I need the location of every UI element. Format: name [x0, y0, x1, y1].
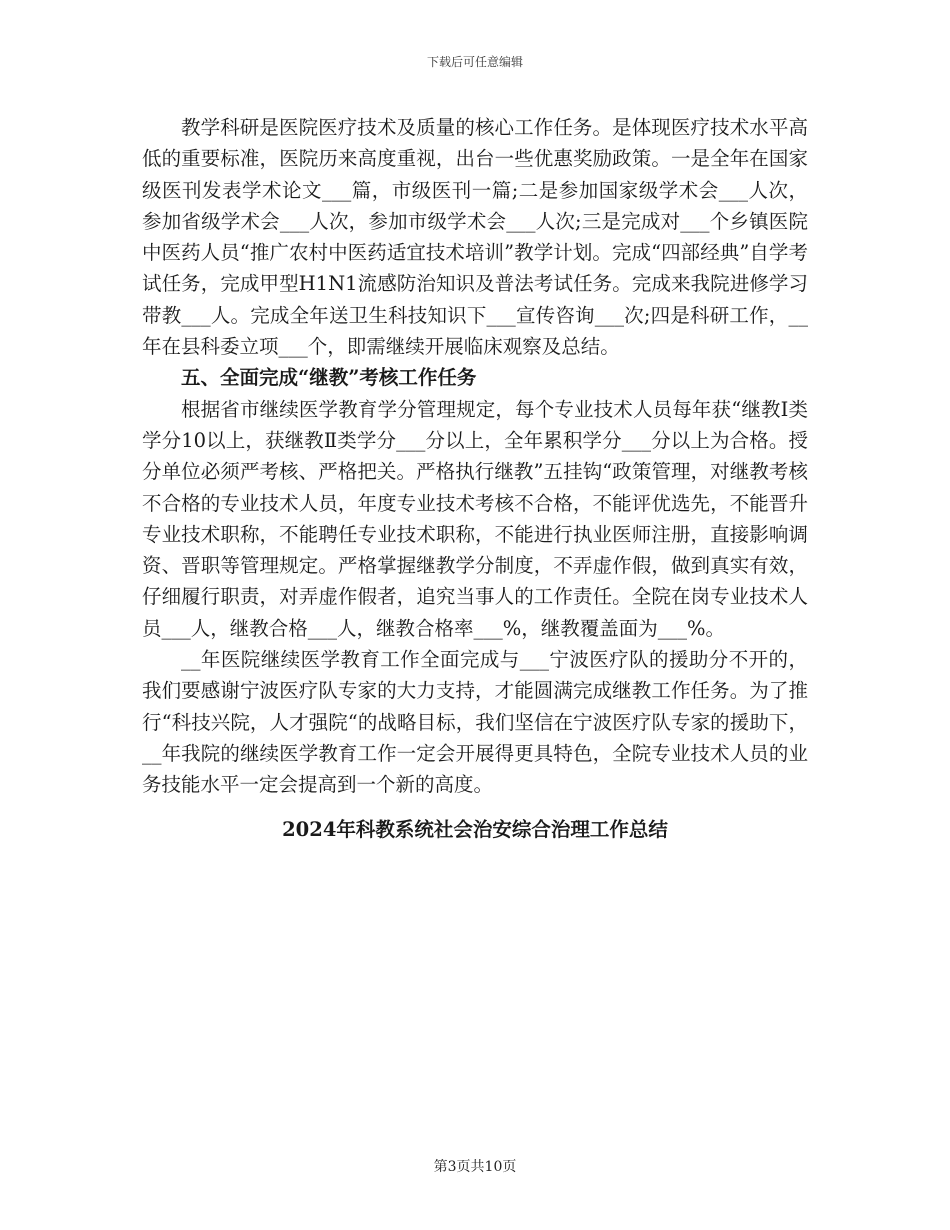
paragraph-ningbo-support: __年医院继续医学教育工作全面完成与___宁波医疗队的援助分不开的，我们要感谢宁波医疗队专家的大力支持，才能圆满完成继教工作任务。为了推行“科技兴院，人才强院“的战略目标，我们坚信在宁波医疗队专家的援助下，__年我院的继续医学教育工作一定会开展得更具特色，全院专业技术人员的业务技能水平一定会提高到一个新的高度。 [142, 648, 808, 797]
paragraph-continuing-education: 根据省市继续医学教育学分管理规定，每个专业技术人员每年获“继教Ⅰ类学分10以上，获继教Ⅱ类学分___分以上，全年累积学分___分以上为合格。授分单位必须严考核、严格把关。严格执行继教”五挂钩“政策管理，对继教考核不合格的专业技术人员，年度专业技术考核不合格，不能评优选先，不能晋升专业技术职称，不能聘任专业技术职称，不能进行执业医师注册，直接影响调资、晋职等管理规定。严格掌握继教学分制度，不弄虚作假，做到真实有效，仔细履行职责，对弄虚作假者，追究当事人的工作责任。全院在岗专业技术人员___人，继教合格___人，继教合格率___%，继教覆盖面为___%。 [142, 397, 808, 640]
section-heading-5: 五、全面完成“继教”考核工作任务 [181, 366, 477, 390]
document-body [142, 112, 808, 845]
page-header-note: 下载后可任意编辑 [426, 55, 523, 69]
next-document-title: 2024年科教系统社会治安综合治理工作总结 [282, 817, 668, 841]
paragraph-teaching-research: 教学科研是医院医疗技术及质量的核心工作任务。是体现医疗技术水平高低的重要标准，医院历来高度重视，出台一些优惠奖励政策。一是全年在国家级医刊发表学术论文___篇，市级医刊一篇;二是参加国家级学术会___人次，参加省级学术会___人次，参加市级学术会___人次;三是完成对___个乡镇医院中医药人员“推广农村中医药适宜技术培训”教学计划。完成“四部经典”自学考试任务，完成甲型H1N1流感防治知识及普法考试任务。完成来我院进修学习带教___人。完成全年送卫生科技知识下___宣传咨询___次;四是科研工作，__年在县科委立项___个，即需继续开展临床观察及总结。 [142, 116, 808, 359]
page-number: 第3页共10页 [433, 1159, 517, 1175]
